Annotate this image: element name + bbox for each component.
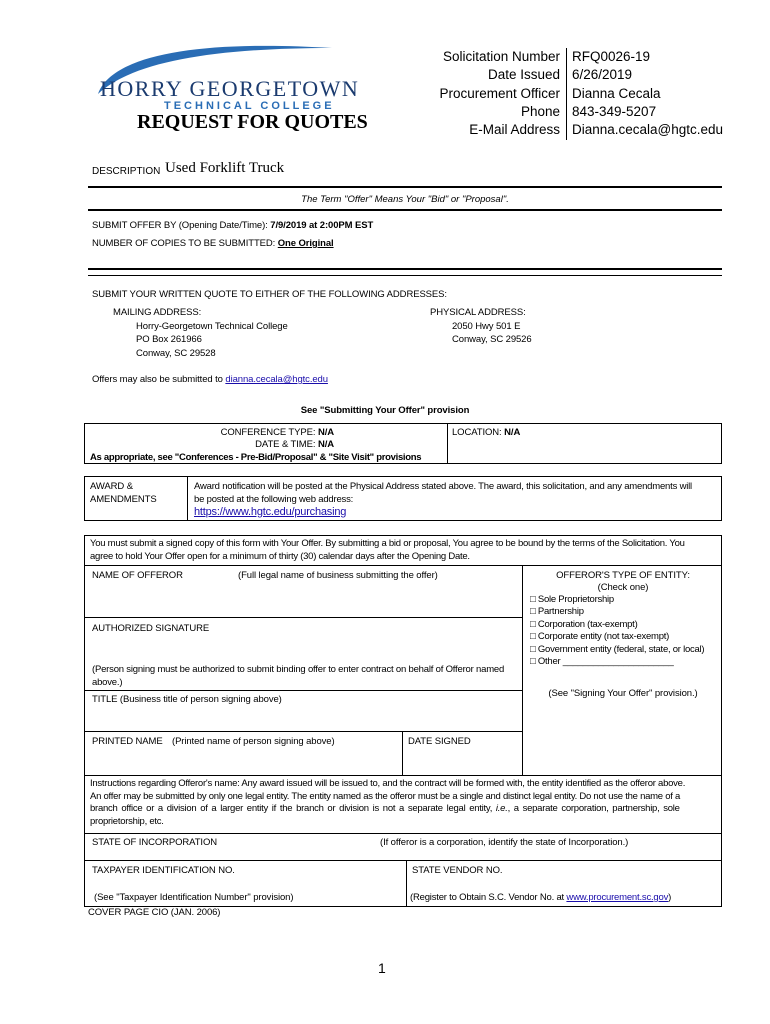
solicitation-number-value: RFQ0026-19 xyxy=(572,49,651,64)
conference-type xyxy=(88,427,334,438)
state-vendor-hint-suffix: ) xyxy=(668,892,672,903)
email-submission xyxy=(92,374,328,385)
mailing-line-3: Conway, SC 29528 xyxy=(136,347,216,359)
checkbox-icon[interactable]: □ xyxy=(530,656,536,668)
copies-to-submit xyxy=(92,238,334,249)
entity-option-partnership[interactable]: □ Partnership xyxy=(530,606,584,618)
copies-value: One Original xyxy=(277,238,334,249)
offeror-intro-line1: You must submit a signed copy of this form with Your Offer. By submitting a bid or proposal, You agree to be bound by the terms of the Solicitation. You xyxy=(90,538,685,549)
conference-type-value: N/A xyxy=(317,427,334,438)
award-text-line1: Award notification will be posted at the Physical Address stated above. The award, this solicitation, and any amendments will xyxy=(194,481,692,492)
submit-offer-by-value: 7/9/2019 at 2:00PM EST xyxy=(270,220,374,231)
physical-address xyxy=(430,306,532,347)
entity-type-heading: OFFEROR'S TYPE OF ENTITY: xyxy=(556,570,690,581)
entity-option-government[interactable]: □ Government entity (federal, state, or local) xyxy=(530,643,705,655)
state-vendor-field[interactable] xyxy=(408,877,718,891)
title-field[interactable] xyxy=(86,707,520,729)
award-label-line2: AMENDMENTS xyxy=(90,493,157,505)
submit-offer-by-label: SUBMIT OFFER BY (Opening Date/Time): xyxy=(92,220,268,231)
conference-location-value: N/A xyxy=(504,427,521,438)
conference-datetime-value: N/A xyxy=(317,439,334,450)
checkbox-icon[interactable]: □ xyxy=(530,594,536,605)
entity-option-sole[interactable]: □ Sole Proprietorship xyxy=(530,594,614,605)
state-vendor-label: STATE VENDOR NO. xyxy=(412,865,503,876)
description-label: DESCRIPTION xyxy=(92,166,161,177)
state-vendor-hint xyxy=(410,892,671,903)
authorized-signature-field[interactable] xyxy=(86,636,520,660)
name-of-offeror-field[interactable] xyxy=(86,582,520,616)
description-value: Used Forklift Truck xyxy=(165,160,285,176)
email-submission-prefix: Offers may also be submitted to xyxy=(92,374,226,385)
term-note: The Term "Offer" Means Your "Bid" or "Proposal". xyxy=(301,194,509,205)
instructions-line1: Instructions regarding Offeror's name: Any award issued will be issued to, and the contract will be formed with, the entity identified as the offeror above. xyxy=(90,778,686,789)
instructions-line3a: branch office or a division of a larger entity if the branch or division is not a separate legal entity, xyxy=(90,803,496,815)
instructions-ie: i.e. xyxy=(495,803,508,815)
mailing-line-2: PO Box 261966 xyxy=(136,334,202,345)
state-of-incorporation-label: STATE OF INCORPORATION xyxy=(92,837,217,848)
checkbox-icon[interactable]: □ xyxy=(530,631,536,643)
email-label: E-Mail Address xyxy=(469,122,560,138)
taxpayer-id-label: TAXPAYER IDENTIFICATION NO. xyxy=(92,865,235,876)
signature-note-line1: (Person signing must be authorized to submit binding offer to enter contract on behalf of Offeror named xyxy=(92,664,505,675)
procurement-officer-value: Dianna Cecala xyxy=(572,85,661,101)
mailing-line-1: Horry-Georgetown Technical College xyxy=(136,320,288,332)
phone-label: Phone xyxy=(520,103,560,119)
entity-option-other[interactable]: □ Other ______________________ xyxy=(530,656,674,668)
entity-check-one: (Check one) xyxy=(597,582,649,593)
entity-note: (See "Signing Your Offer" provision.) xyxy=(548,688,698,699)
date-signed-field[interactable] xyxy=(404,749,520,773)
mailing-address-label: MAILING ADDRESS: xyxy=(113,307,202,318)
award-text-line2: be posted at the following web address: xyxy=(194,493,354,505)
name-of-offeror-label: NAME OF OFFEROR xyxy=(92,570,183,581)
award-link[interactable]: https://www.hgtc.edu/purchasing xyxy=(194,506,347,518)
entity-option-corp-not-exempt[interactable]: □ Corporate entity (not tax-exempt) xyxy=(530,631,670,643)
physical-address-label: PHYSICAL ADDRESS: xyxy=(430,307,526,318)
instructions-line2: An offer may be submitted by only one legal entity. The entity named as the offeror must be a single and distinct legal entity. Do not use the name of a xyxy=(90,790,681,802)
email-submission-link[interactable]: dianna.cecala@hgtc.edu xyxy=(225,374,328,385)
entity-options xyxy=(530,594,704,668)
taxpayer-id-hint: (See "Taxpayer Identification Number" provision) xyxy=(94,892,294,903)
solicitation-values xyxy=(572,48,732,139)
physical-line-1: 2050 Hwy 501 E xyxy=(452,320,521,332)
procurement-link[interactable]: www.procurement.sc.gov xyxy=(566,892,669,903)
conference-location xyxy=(452,427,520,438)
conference-note: As appropriate, see "Conferences - Pre-Bid/Proposal" & "Site Visit" provisions xyxy=(90,452,422,463)
email-value: Dianna.cecala@hgtc.edu xyxy=(572,122,724,138)
checkbox-icon[interactable]: □ xyxy=(530,643,536,655)
logo-line2: TECHNICAL COLLEGE xyxy=(164,100,335,112)
conference-location-label: LOCATION: xyxy=(452,427,502,438)
printed-name-field[interactable] xyxy=(86,749,400,773)
date-signed-label: DATE SIGNED xyxy=(408,736,471,747)
logo-line1: HORRY GEORGETOWN xyxy=(100,76,360,101)
award-label-line1: AWARD & xyxy=(90,481,133,492)
physical-line-2: Conway, SC 29526 xyxy=(452,334,532,345)
state-of-incorporation-hint: (If offeror is a corporation, identify the state of Incorporation.) xyxy=(380,837,629,848)
addresses-heading: SUBMIT YOUR WRITTEN QUOTE TO EITHER OF THE FOLLOWING ADDRESSES: xyxy=(92,289,447,300)
title-label: TITLE (Business title of person signing above) xyxy=(92,694,282,705)
date-issued-label: Date Issued xyxy=(487,67,560,83)
award-text xyxy=(194,481,692,520)
offeror-intro xyxy=(90,538,685,563)
college-logo xyxy=(92,42,360,114)
see-submitting-provision: See "Submitting Your Offer" provision xyxy=(300,405,470,416)
printed-name-hint: (Printed name of person signing above) xyxy=(172,736,335,747)
submit-offer-by xyxy=(92,220,373,231)
state-vendor-hint-prefix: (Register to Obtain S.C. Vendor No. at xyxy=(410,892,567,903)
date-issued-value: 6/26/2019 xyxy=(572,67,633,83)
instructions-line3b: , a separate corporation, partnership, sole xyxy=(507,803,680,815)
signature-note-line2: above.) xyxy=(92,676,123,688)
conference-datetime xyxy=(88,439,334,450)
solicitation-labels xyxy=(420,48,560,139)
cover-page-footer: COVER PAGE CIO (JAN. 2006) xyxy=(88,907,221,918)
authorized-signature-label: AUTHORIZED SIGNATURE xyxy=(92,623,210,634)
document-title: REQUEST FOR QUOTES xyxy=(137,111,368,133)
mailing-address xyxy=(113,306,288,360)
conference-type-label: CONFERENCE TYPE: xyxy=(220,427,316,438)
procurement-officer-label: Procurement Officer xyxy=(439,85,560,101)
printed-name-label: PRINTED NAME xyxy=(92,736,163,747)
state-of-incorporation-field[interactable] xyxy=(86,849,718,859)
checkbox-icon[interactable]: □ xyxy=(530,606,536,618)
page-number: 1 xyxy=(378,960,386,976)
name-of-offeror-hint: (Full legal name of business submitting the offer) xyxy=(238,570,438,581)
taxpayer-id-field[interactable] xyxy=(86,877,404,891)
solicitation-number-label: Solicitation Number xyxy=(442,49,560,64)
award-label xyxy=(90,481,157,506)
offeror-name-instructions xyxy=(90,778,716,828)
checkbox-icon[interactable]: □ xyxy=(530,618,536,630)
conference-datetime-label: DATE & TIME: xyxy=(255,439,316,450)
signature-note xyxy=(92,664,504,689)
instructions-line4: proprietorship, etc. xyxy=(90,815,164,827)
offeror-intro-line2: agree to hold Your Offer open for a minimum of thirty (30) calendar days after the Opening Date. xyxy=(90,550,470,562)
entity-option-corp-exempt[interactable]: □ Corporation (tax-exempt) xyxy=(530,618,638,630)
copies-label: NUMBER OF COPIES TO BE SUBMITTED: xyxy=(92,238,276,249)
phone-value: 843-349-5207 xyxy=(572,103,657,119)
